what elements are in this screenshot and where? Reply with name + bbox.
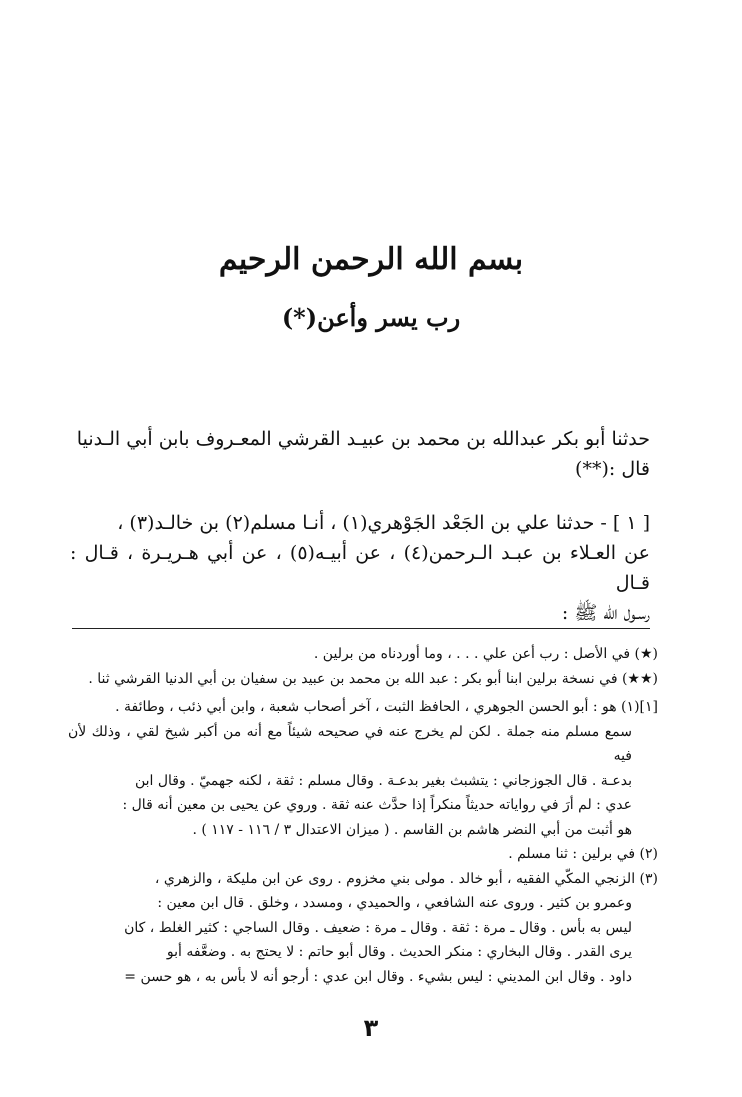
footnote-line: يرى القدر . وقال البخاري : منكر الحديث . وقال أبو حاتم : لا يحتج به . وضعَّفه أبو bbox=[166, 944, 632, 960]
footnote-line: (٣) الزنجي المكّي الفقيه ، أبو خالد . مولى بني مخزوم . روى عن ابن مليكة ، والزهري ، bbox=[154, 870, 658, 887]
hadith-text bbox=[70, 508, 650, 628]
footnote-1 bbox=[68, 695, 658, 842]
footnote-star-1: (★) في الأصل : رب أعن علي . . . ، وما أوردناه من برلين . bbox=[313, 646, 658, 662]
page-number: ٣ bbox=[363, 1014, 379, 1042]
footnote-divider bbox=[72, 628, 650, 629]
isnad-intro bbox=[70, 424, 650, 484]
footnote-line: [١](١) هو : أبو الحسن الجوهري ، الحافظ الثبت ، آخر أصحاب شعبة ، وابن أبي ذئب ، وطائفة . bbox=[115, 699, 658, 715]
footnote-line: هو أثبت من أبي النضر هاشم بن القاسم . ( ميزان الاعتدال ٣ / ١١٦ - ١١٧ ) . bbox=[192, 821, 632, 838]
footnote-line: بدعـة . قال الجوزجاني : يتشبث بغير بدعـة . وقال مسلم : ثقة ، لكنه جهميّ . وقال ابن bbox=[134, 772, 632, 789]
footnote-line: ليس به بأس . وقال ـ مرة : ثقة . وقال ـ مرة : ضعيف . وقال الساجي : كثير الغلط ، كان bbox=[124, 919, 632, 936]
footnote-line: عدي : لم أرَ في رواياته حديثاً منكراً إذا حدَّث عنه ثقة . وروي عن يحيى بن معين أنه قال : bbox=[122, 797, 632, 813]
footnote-3 bbox=[68, 867, 658, 990]
intro-line: حدثنا أبو بكر عبدالله بن محمد بن عبيـد القرشي المعـروف بابن أبي الـدنيا bbox=[76, 428, 650, 450]
basmala-heading: بسم الله الرحمن الرحيم bbox=[218, 242, 524, 277]
footnote-2: (٢) في برلين : ثنا مسلم . bbox=[508, 846, 658, 862]
footnote-line: وعمرو بن كثير . وروى عنه الشافعي ، والحميدي ، ومسدد ، وخلق . قال ابن معين : bbox=[157, 895, 632, 911]
hadith-line: عن العـلاء بن عبـد الـرحمن(٤) ، عن أبيـه(٥) ، عن أبي هـريـرة ، قـال : قـال bbox=[70, 542, 650, 594]
hadith-line: رسـول الله ﷺ : bbox=[561, 602, 650, 624]
footnote-line: سمع مسلم منه جملة . لكن لم يخرج عنه في صحيحه شيئاً مع أنه من أكبر شيخ لقي ، وذلك لأن فيه bbox=[68, 723, 632, 764]
hadith-line: [ ١ ] - حدثنا علي بن الجَعْد الجَوْهري(١) ، أنـا مسلم(٢) بن خالـد(٣) ، bbox=[117, 512, 650, 534]
footnote-star-2: (★★) في نسخة برلين ابنا أبو بكر : عبد الله بن محمد بن عبيد بن سفيان بن أبي الدنيا القرشي ثنا . bbox=[88, 670, 658, 687]
invocation-subtitle: رب يسر وأعن(*) bbox=[281, 303, 461, 332]
intro-line: قال :(**) bbox=[575, 458, 650, 480]
footnotes bbox=[68, 642, 658, 989]
footnote-line: داود . وقال ابن المديني : ليس بشيء . وقال ابن عدي : أرجو أنه لا بأس به ، هو حسن = bbox=[124, 968, 632, 985]
